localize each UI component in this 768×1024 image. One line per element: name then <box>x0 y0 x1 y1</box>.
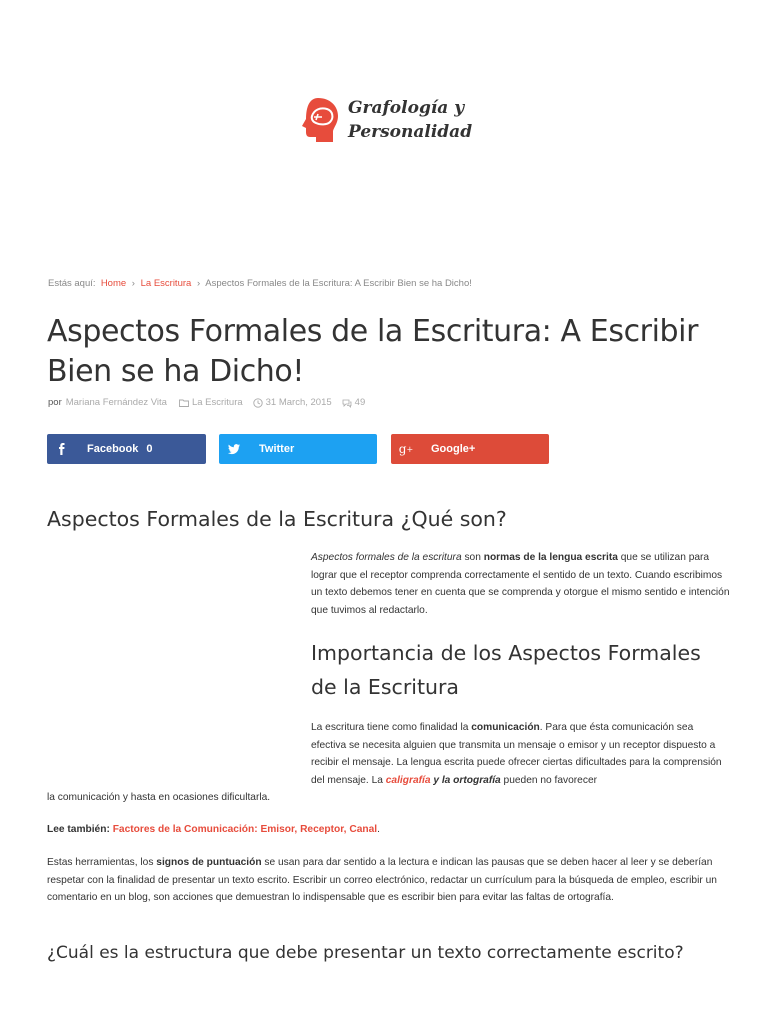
breadcrumb-separator: › <box>196 278 201 289</box>
comments-icon <box>342 398 352 408</box>
twitter-label: Twitter <box>259 443 295 455</box>
breadcrumb-home-link[interactable]: Home <box>100 278 127 289</box>
paragraph-intro: Aspectos formales de la escritura son normas de la lengua escrita que se utilizan para lograr que el receptor comprenda correctamente el sentido de un texto. Cuando escribimos un texto debemos tener en cuenta que se comprenda y otorgue el mismo sentido e intención que tuvimos al redactarlo. <box>311 552 730 616</box>
meta-date <box>253 397 332 408</box>
meta-author-link[interactable]: Mariana Fernández Vita <box>65 397 167 408</box>
breadcrumb-separator: › <box>131 278 135 289</box>
google-plus-icon: g + <box>398 442 414 456</box>
meta-category[interactable] <box>179 397 243 408</box>
read-also-link[interactable]: Factores de la Comunicación: Emisor, Receptor, Canal <box>112 824 378 835</box>
breadcrumb-current: Aspectos Formales de la Escritura: A Escribir Bien se ha Dicho! <box>205 278 472 289</box>
intro-italic-term: Aspectos formales de la escritura <box>311 552 462 563</box>
intro-bold-term: normas de la lengua escrita <box>483 552 618 563</box>
google-plus-label: Google+ <box>431 443 476 455</box>
facebook-count: 0 <box>146 443 153 455</box>
breadcrumb-category-link[interactable]: La Escritura <box>140 278 192 289</box>
section-heading-estructura: ¿Cuál es la estructura que debe presentar un texto correctamente escrito? <box>47 943 684 963</box>
paragraph-importancia: La escritura tiene como finalidad la comunicación. Para que ésta comunicación sea efectiva se necesita alguien que transmita un mensaje o emisor y un receptor dispuesto a recibir el mensaje. La lengua escrita puede ofrecer ciertas dificultades para la comprensión del mensaje. La caligrafía y la ortografía pueden no favorecer <box>311 722 722 786</box>
logo-line-1: Grafología y <box>348 98 465 118</box>
site-logo[interactable] <box>300 96 472 144</box>
meta-by-label: por <box>48 397 62 408</box>
folder-icon <box>179 398 189 408</box>
facebook-label: Facebook <box>87 443 139 455</box>
clock-icon <box>253 398 263 408</box>
bold-comunicacion: comunicación <box>471 722 540 733</box>
meta-category-label: La Escritura <box>191 397 243 408</box>
bold-signos-puntuacion: signos de puntuación <box>156 857 262 868</box>
google-plus-share-button[interactable] <box>391 434 549 464</box>
read-also: Lee también: Factores de la Comunicación: Emisor, Receptor, Canal. <box>47 824 380 835</box>
article-meta <box>48 397 375 408</box>
facebook-icon <box>47 434 77 464</box>
section-heading-importancia: Importancia de los Aspectos Formales de la Escritura <box>311 641 701 699</box>
breadcrumb-prefix: Estás aquí: <box>48 278 96 289</box>
meta-date-label: 31 March, 2015 <box>265 397 332 408</box>
head-profile-icon <box>300 96 340 144</box>
logo-line-2: Personalidad <box>348 122 473 142</box>
meta-comments-count: 49 <box>354 397 366 408</box>
twitter-icon <box>219 434 249 464</box>
breadcrumb <box>48 278 472 289</box>
page-title: Aspectos Formales de la Escritura: A Escribir Bien se ha Dicho! <box>47 314 699 389</box>
twitter-share-button[interactable] <box>219 434 377 464</box>
section-heading-que-son: Aspectos Formales de la Escritura ¿Qué son? <box>47 507 507 531</box>
read-also-label: Lee también: <box>47 824 110 835</box>
caligrafia-link[interactable]: caligrafía <box>385 774 431 786</box>
paragraph-puntuacion: Estas herramientas, los signos de puntuación se usan para dar sentido a la lectura e indican las pausas que se deben hacer al leer y se deberían respetar con la finalidad de presentar un texto escrito. Escribir un correo electrónico, redactar un currículum para la búsqueda de empleo, escribir un comentario en un blog, son acciones que demuestran lo indispensable que es escribir bien para evitar las faltas de ortografía. <box>47 857 717 903</box>
meta-comments-link[interactable] <box>342 397 366 408</box>
facebook-share-button[interactable] <box>47 434 206 464</box>
logo-text <box>348 96 472 144</box>
paragraph-importancia-continued: la comunicación y hasta en ocasiones dificultarla. <box>47 792 271 803</box>
bold-ortografia: y la ortografía <box>430 774 501 786</box>
